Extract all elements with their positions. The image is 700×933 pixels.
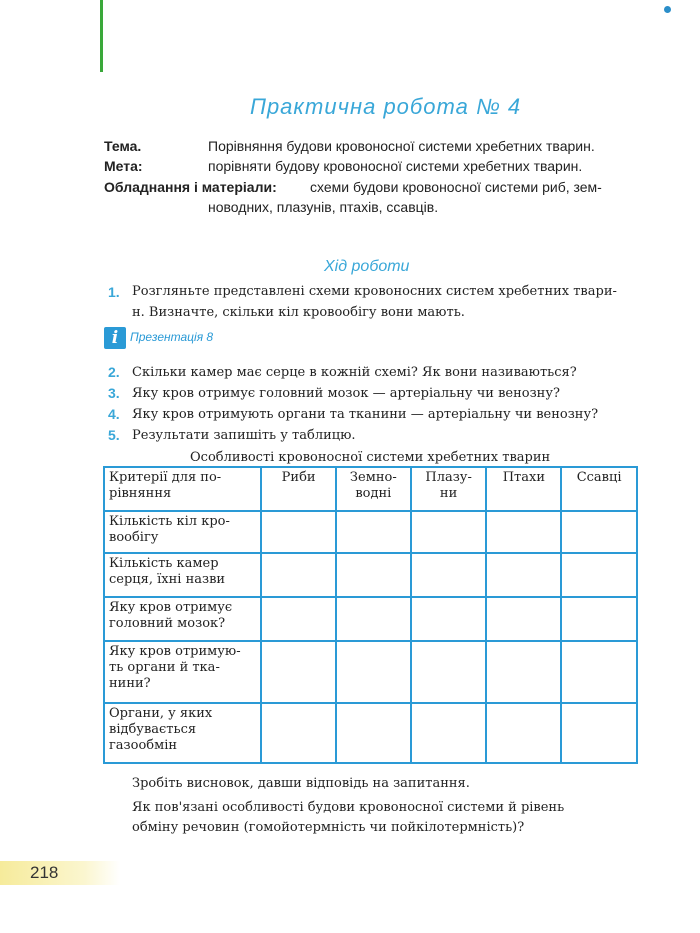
presentation-label: Презентація 8 xyxy=(130,330,214,344)
table-cell[interactable] xyxy=(261,553,336,597)
step-3-number: 3. xyxy=(108,385,120,401)
row-label-circulation-circles: Кількість кіл кро- вообігу xyxy=(104,511,261,553)
table-cell[interactable] xyxy=(411,553,487,597)
step-4-text: Яку кров отримують органи та тканини — артеріальну чи венозну? xyxy=(132,407,599,422)
table-cell[interactable] xyxy=(261,641,336,703)
section-subtitle: Хід роботи xyxy=(324,258,410,275)
table-cell[interactable] xyxy=(561,553,637,597)
header-fish: Риби xyxy=(261,467,336,511)
table-cell[interactable] xyxy=(411,597,487,641)
table-cell[interactable] xyxy=(561,597,637,641)
table-cell[interactable] xyxy=(336,703,411,763)
page-title: Практична робота № 4 xyxy=(250,94,522,119)
conclusion-line-3: обміну речовин (гомойотермність чи пойкілотермність)? xyxy=(132,820,525,835)
header-amphibians: Земно- водні xyxy=(336,467,411,511)
row-label-brain-blood: Яку кров отримує головний мозок? xyxy=(104,597,261,641)
table-header-row xyxy=(104,467,637,511)
header-mammals: Ссавці xyxy=(561,467,637,511)
green-margin-bar xyxy=(100,0,103,72)
table-cell[interactable] xyxy=(486,553,561,597)
step-4-number: 4. xyxy=(108,406,120,422)
table-cell[interactable] xyxy=(411,703,487,763)
header-criteria: Критерії для по- рівняння xyxy=(104,467,261,511)
presentation-icon: i xyxy=(104,327,126,349)
table-cell[interactable] xyxy=(336,641,411,703)
conclusion-line-2: Як пов'язані особливості будови кровоносної системи й рівень xyxy=(132,800,565,815)
table-cell[interactable] xyxy=(261,511,336,553)
logo-icon xyxy=(664,6,671,13)
comparison-table xyxy=(103,466,638,764)
step-1-number: 1. xyxy=(108,284,120,300)
step-1-line-2: н. Визначте, скільки кіл кровообігу вони мають. xyxy=(132,305,465,320)
table-cell[interactable] xyxy=(261,703,336,763)
header-reptiles: Плазу- ни xyxy=(411,467,487,511)
corner-logo xyxy=(664,6,673,13)
table-cell[interactable] xyxy=(486,703,561,763)
table-row xyxy=(104,511,637,553)
equipment-text-1: схеми будови кровоносної системи риб, зем- xyxy=(310,179,602,195)
page-number: 218 xyxy=(30,863,59,882)
table-cell[interactable] xyxy=(261,597,336,641)
table-row xyxy=(104,553,637,597)
table-cell[interactable] xyxy=(561,703,637,763)
equipment-label: Обладнання і матеріали: xyxy=(104,179,277,195)
table-cell[interactable] xyxy=(336,597,411,641)
table-caption: Особливості кровоносної системи хребетних тварин xyxy=(190,450,551,465)
step-2-text: Скільки камер має серце в кожній схемі? Як вони називаються? xyxy=(132,365,577,380)
table-row xyxy=(104,703,637,763)
goal-label: Мета: xyxy=(104,158,143,174)
table-cell[interactable] xyxy=(411,641,487,703)
equipment-text-2: новодних, плазунів, птахів, ссавців. xyxy=(208,199,439,215)
step-3-text: Яку кров отримує головний мозок — артеріальну чи венозну? xyxy=(132,386,560,401)
header-birds: Птахи xyxy=(486,467,561,511)
table-cell[interactable] xyxy=(486,511,561,553)
goal-text: порівняти будову кровоносної системи хребетних тварин. xyxy=(208,158,583,174)
table-cell[interactable] xyxy=(486,597,561,641)
table-cell[interactable] xyxy=(336,553,411,597)
table-cell[interactable] xyxy=(486,641,561,703)
step-2-number: 2. xyxy=(108,364,120,380)
row-label-organs-blood: Яку кров отримую- ть органи й тка- нини? xyxy=(104,641,261,703)
table-cell[interactable] xyxy=(336,511,411,553)
table-cell[interactable] xyxy=(561,511,637,553)
page-number-band xyxy=(0,861,120,885)
topic-label: Тема. xyxy=(104,138,142,154)
table-cell[interactable] xyxy=(561,641,637,703)
table-cell[interactable] xyxy=(411,511,487,553)
step-1-line-1: Розгляньте представлені схеми кровоносних систем хребетних твари- xyxy=(132,284,617,299)
row-label-gas-exchange: Органи, у яких відбувається газообмін xyxy=(104,703,261,763)
topic-text: Порівняння будови кровоносної системи хребетних тварин. xyxy=(208,138,595,154)
table-row xyxy=(104,597,637,641)
row-label-heart-chambers: Кількість камер серця, їхні назви xyxy=(104,553,261,597)
table-row xyxy=(104,641,637,703)
step-5-text: Результати запишіть у таблицю. xyxy=(132,428,356,443)
step-5-number: 5. xyxy=(108,427,120,443)
conclusion-line-1: Зробіть висновок, давши відповідь на запитання. xyxy=(132,776,470,791)
